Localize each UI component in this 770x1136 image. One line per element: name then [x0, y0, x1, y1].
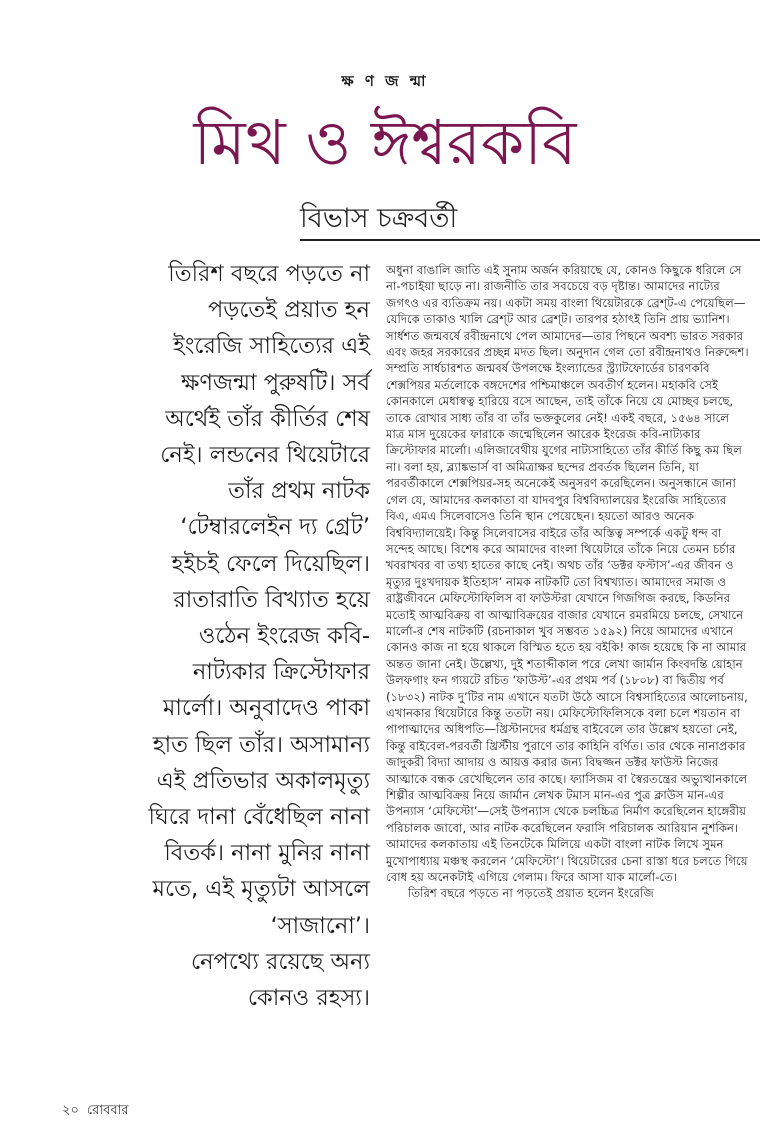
pull-quote-line: ইংরেজি সাহিত্যের এই	[173, 333, 370, 360]
pull-quote-line: মার্লো। অনুবাদেও পাকা	[162, 695, 370, 722]
pull-quote-line: রাতারাতি বিখ্যাত হয়ে	[173, 586, 370, 613]
article-title: মিথ ও ঈশ্বরকবি	[193, 106, 577, 179]
page-number: ২০	[62, 1103, 79, 1118]
pull-quote-line: ঘিরে দানা বেঁধেছিল নানা	[148, 804, 370, 831]
author-byline: বিভাস চক্রবর্তী	[300, 203, 458, 234]
pull-quote-line: হাত ছিল তাঁর। অসামান্য	[152, 731, 370, 758]
section-kicker: ক্ষ ণ জ ন্মা	[341, 72, 429, 90]
pull-quote-line: নেপথ্যে রয়েছে অন্য	[190, 948, 370, 975]
pull-quote-line: পড়তেই প্রয়াত হন	[208, 297, 370, 324]
pull-quote-line: মতে, এই মৃত্যুটা আসলে	[152, 876, 370, 903]
pull-quote-line: ওঠেন ইংরেজ কবি-	[198, 623, 370, 650]
pull-quote-line: হইচই ফেলে দিয়েছিল।	[171, 550, 370, 577]
pull-quote-line: ক্ষণজন্মা পুরুষটি। সর্ব	[181, 369, 370, 396]
pull-quote-line: ‘সাজানো’।	[270, 912, 370, 939]
byline-divider	[300, 239, 760, 241]
body-paragraph: তিরিশ বছরে পড়তে না পড়তেই প্রয়াত হলেন ইংরেজি	[408, 886, 654, 901]
pull-quote-line: কোনও রহস্য।	[247, 985, 370, 1012]
pull-quote-line: নাট্যকার ক্রিস্টোফার	[192, 659, 370, 686]
pull-quote-line: নেই। লন্ডনের থিয়েটারে	[160, 442, 370, 469]
pull-quote-line: ‘টেম্বারলেইন দ্য গ্রেট’	[180, 514, 370, 541]
pull-quote-line: তাঁর প্রথম নাটক	[228, 478, 370, 505]
article-body	[386, 262, 750, 902]
pull-quote-line: বিতর্ক। নানা মুনির নানা	[164, 840, 370, 867]
body-paragraph: অধুনা বাঙালি জাতি এই সুনাম অর্জন করিয়াছে যে, কোনও কিছুকে ধরিলে সে না-পচাইয়া ছাড়ে না। রাজনীতি তার সবচেয়ে বড় দৃষ্টান্ত। আমাদের নাট্যের জগৎও এর ব্যতিক্রম নয়। একটা সময় বাংলা থিয়েটারকে ব্রেশ্‌ট-এ পেয়েছিল—যেদিকে তাকাও খালি ব্রেশ্‌ট আর ব্রেশ্‌ট। তারপর হঠাৎই তিনি প্রায় ভ্যানিশ। সার্ধশত জন্মবর্ষে রবীন্দ্রনাথে পেল আমাদের—তার পিছনে অবশ্য ভারত সরকার এবং জহর সরকারের প্রচ্ছন্ন মদত ছিল। অনুদান গেল তো রবীন্দ্রনাথও নিরুদ্দেশ। সম্প্রতি সার্ধচারশত জন্মবর্ষ উপলক্ষে ইংল্যান্ডের স্ট্র্যাটফোর্ডের চারণকবি শেক্সপিয়র মর্তলোকে বঙ্গদেশের পশ্চিমাঞ্চলে অবতীর্ণ হলেন। মহাকবি সেই কোনকালে মেধাস্বত্ব হারিয়ে বসে আছেন, তাই তাঁকে নিয়ে যে মোচ্ছব চলছে, তাকে রোখার সাধ্য তাঁর বা তাঁর ভক্তকুলের নেই! একই বছরে, ১৫৬৪ সালে মাত্র মাস দুয়েকের ফারাকে জন্মেছিলেন আরেক ইংরেজ কবি-নাট্যকার ক্রিস্টোফার মার্লো। এলিজাবেথীয় যুগের নাট্যসাহিত্যে তাঁর কীর্তি কিছু কম ছিল না। বলা হয়, ব্ল্যাঙ্কভার্স বা অমিত্রাক্ষর ছন্দের প্রবর্তক ছিলেন তিনি, যা পরবর্তীকালে শেক্সপিয়র-সহ অনেকেই অনুসরণ করেছিলেন। অনুসন্ধানে জানা গেল যে, আমাদের কলকাতা বা যাদবপুর বিশ্ববিদ্যালয়ের ইংরেজি সাহিত্যের বিএ, এমএ সিলেবাসেও তিনি স্থান পেয়েছেন। হয়তো আরও অনেক বিশ্ববিদ্যালয়েই। কিন্তু সিলেবাসের বাইরে তাঁর অস্তিত্ব সম্পর্কে একটু ধন্দ বা সন্দেহ আছে। বিশেষ করে আমাদের বাংলা থিয়েটারে তাঁকে নিয়ে তেমন চর্চার খবরাখবর বা তথ্য হাতের কাছে নেই। অথচ তাঁর ‘ডক্টর ফস্টাস’-এর জীবন ও মৃত্যুর দুঃখদায়ক ইতিহাস’ নামক নাটকটি তো বিশ্বখ্যাত। আমাদের সমাজ ও রাষ্ট্রজীবনে মেফিস্টোফিলিস বা ফাউস্টরা যেখানে গিজগিজ করছে, কিডনির মতোই আত্মবিক্রয় বা আত্মাবিক্রয়ের বাজার যেখানে রমরমিয়ে চলছে, সেখানে মার্লো-র শেষ নাটকটি (রচনাকাল খুব সম্ভবত ১৫৯২) নিয়ে আমাদের এখানে কোনও কাজ না হয়ে থাকলে বিস্মিত হতে হয় বইকি! কাজ হয়েছে কি না আমার অন্তত জানা নেই। উল্লেখ্য, দুই শতাব্দীকাল পরে লেখা জার্মান কিংবদন্তি য়োহান উলফগাং ফন গ্যয়টে রচিত ‘ফাউস্ট’-এর প্রথম পর্ব (১৮০৮) বা দ্বিতীয় পর্ব (১৮৩২) নাটক দু’টির নাম এখানে যতটা উঠে আসে বিশ্বসাহিত্যের আলোচনায়, এখানকার থিয়েটারে কিন্তু ততটা নয়। মেফিস্টোফিলিসকে বলা চলে শয়তান বা পাপাত্মাদের অধিপতি—খ্রিস্টানদের ধর্মগ্রন্থ বাইবেলে তার উল্লেখ হয়তো নেই, কিন্তু বাইবেল-পরবর্তী খ্রিস্টীয় পুরাণে তার কাহিনি বর্ণিত। তার থেকে নানাপ্রকার জাদুকরী বিদ্যা আদায় ও আয়ত্ত করার জন্য বিদ্বজ্জন ডক্টর ফাউস্ট নিজের আত্মাকে বন্ধক রেখেছিলেন তার কাছে। ফ্যাসিজম বা স্বৈরতন্ত্রের অভ্যুত্থানকালে শিল্পীর আত্মবিক্রয় নিয়ে জার্মান লেখক টমাস মান-এর পুত্র ক্লাউস মান-এর উপন্যাস ‘মেফিস্টো’—সেই উপন্যাস থেকে চলচ্চিত্র নির্মাণ করেছিলেন হাঙ্গেরীয় পরিচালক জাবো, আর নাটক করেছিলেন ফরাসি পরিচালক আরিয়ান নুশকিন। আমাদের কলকাতায় এই তিনটেকে মিলিয়ে একটা বাংলা নাটক লিখে সুমন মুখোপাধ্যায় মঞ্চস্থ করলেন ‘মেফিস্টো’। থিয়েটারের চেনা রাস্তা ধরে চলতে গিয়ে বোধ হয় অনেকটাই এগিয়ে গেলাম। ফিরে আসা যাক মার্লো-তে।	[386, 263, 749, 885]
publication-section: রোববার	[86, 1103, 129, 1118]
pull-quote	[60, 256, 370, 1016]
page-footer	[62, 1101, 129, 1122]
pull-quote-line: তিরিশ বছরে পড়তে না	[168, 261, 370, 287]
pull-quote-line: অর্থেই তাঁর কীর্তির শেষ	[165, 405, 370, 432]
pull-quote-line: এই প্রতিভার অকালমৃত্যু	[156, 767, 370, 794]
